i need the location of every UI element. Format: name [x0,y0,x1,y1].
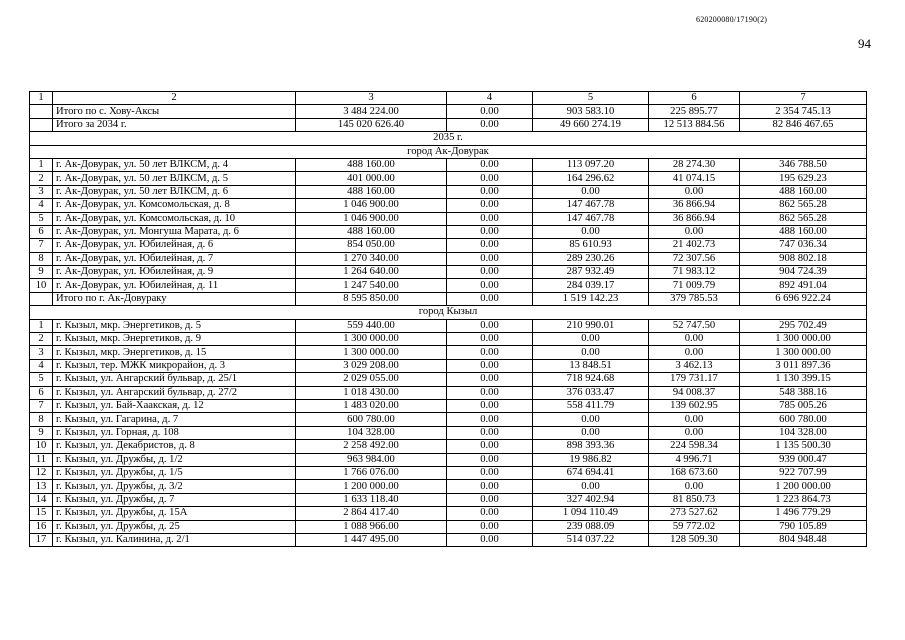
value-cell-c4: 0.00 [447,466,533,479]
value-cell-c4: 0.00 [447,118,533,131]
value-cell-c5: 674 694.41 [533,466,649,479]
address-cell: г. Кызыл, мкр. Энергетиков, д. 9 [53,333,296,346]
table-row [30,453,867,466]
row-number [30,292,53,305]
value-cell-c4: 0.00 [447,413,533,426]
row-number: 10 [30,440,53,453]
table-row [30,266,867,279]
value-cell-c3: 1 046 900.00 [296,212,447,225]
value-cell-c4: 0.00 [447,440,533,453]
city-heading [30,145,867,158]
value-cell-c3: 1 247 540.00 [296,279,447,292]
value-cell-c6: 36 866.94 [649,212,740,225]
value-cell-c7: 3 011 897.36 [740,359,867,372]
column-number-row [30,92,867,105]
address-cell: г. Кызыл, ул. Дружбы, д. 7 [53,493,296,506]
column-header: 3 [296,92,447,105]
value-cell-c6: 28 274.30 [649,158,740,171]
value-cell-c3: 104 328.00 [296,426,447,439]
address-cell: г. Кызыл, мкр. Энергетиков, д. 15 [53,346,296,359]
value-cell-c3: 1 447 495.00 [296,533,447,546]
value-cell-c3: 854 050.00 [296,239,447,252]
value-cell-c3: 145 020 626.40 [296,118,447,131]
address-cell: г. Кызыл, ул. Бай-Хаакская, д. 12 [53,399,296,412]
row-number: 12 [30,466,53,479]
value-cell-c4: 0.00 [447,105,533,118]
value-cell-c6: 139 602.95 [649,399,740,412]
value-cell-c5: 289 230.26 [533,252,649,265]
table-row [30,359,867,372]
row-number: 15 [30,507,53,520]
table-row [30,480,867,493]
value-cell-c4: 0.00 [447,252,533,265]
value-cell-c5: 19 986.82 [533,453,649,466]
value-cell-c6: 81 850.73 [649,493,740,506]
address-cell: г. Кызыл, ул. Дружбы, д. 25 [53,520,296,533]
value-cell-c3: 3 484 224.00 [296,105,447,118]
row-number: 11 [30,453,53,466]
value-cell-c6: 0.00 [649,480,740,493]
row-number: 14 [30,493,53,506]
value-cell-c5: 147 467.78 [533,212,649,225]
value-cell-c5: 284 039.17 [533,279,649,292]
city-heading-cell: город Кызыл [30,306,867,319]
city-heading-cell: город Ак-Довурак [30,145,867,158]
value-cell-c7: 922 707.99 [740,466,867,479]
total-label: Итого по с. Хову-Аксы [53,105,296,118]
value-cell-c3: 1 483 020.00 [296,399,447,412]
value-cell-c6: 0.00 [649,225,740,238]
address-cell: г. Ак-Довурак, ул. 50 лет ВЛКСМ, д. 6 [53,185,296,198]
row-number: 1 [30,158,53,171]
value-cell-c3: 1 046 900.00 [296,199,447,212]
value-cell-c6: 59 772.02 [649,520,740,533]
value-cell-c7: 2 354 745.13 [740,105,867,118]
address-cell: г. Кызыл, ул. Декабристов, д. 8 [53,440,296,453]
value-cell-c5: 0.00 [533,185,649,198]
value-cell-c7: 195 629.23 [740,172,867,185]
value-cell-c7: 6 696 922.24 [740,292,867,305]
value-cell-c5: 718 924.68 [533,373,649,386]
row-number: 2 [30,172,53,185]
value-cell-c5: 13 848.51 [533,359,649,372]
value-cell-c4: 0.00 [447,346,533,359]
value-cell-c6: 0.00 [649,346,740,359]
row-number: 16 [30,520,53,533]
address-cell: г. Ак-Довурак, ул. Юбилейная, д. 11 [53,279,296,292]
value-cell-c5: 1 094 110.49 [533,507,649,520]
value-cell-c6: 0.00 [649,185,740,198]
column-header: 1 [30,92,53,105]
value-cell-c3: 600 780.00 [296,413,447,426]
value-cell-c7: 785 005.26 [740,399,867,412]
value-cell-c6: 71 983.12 [649,266,740,279]
row-number: 9 [30,266,53,279]
value-cell-c5: 113 097.20 [533,158,649,171]
table-row [30,158,867,171]
value-cell-c7: 862 565.28 [740,212,867,225]
value-cell-c3: 401 000.00 [296,172,447,185]
value-cell-c4: 0.00 [447,399,533,412]
address-cell: г. Ак-Довурак, ул. 50 лет ВЛКСМ, д. 4 [53,158,296,171]
value-cell-c7: 1 496 779.29 [740,507,867,520]
document-code: 620200080/17190(2) [696,15,768,24]
value-cell-c7: 1 300 000.00 [740,333,867,346]
value-cell-c4: 0.00 [447,266,533,279]
row-number: 3 [30,185,53,198]
value-cell-c4: 0.00 [447,373,533,386]
value-cell-c7: 939 000.47 [740,453,867,466]
value-cell-c3: 559 440.00 [296,319,447,332]
table-row [30,279,867,292]
value-cell-c4: 0.00 [447,319,533,332]
value-cell-c5: 0.00 [533,225,649,238]
financing-table [29,91,867,547]
table-row [30,319,867,332]
row-number: 8 [30,413,53,426]
value-cell-c3: 1 300 000.00 [296,333,447,346]
value-cell-c3: 1 200 000.00 [296,480,447,493]
address-cell: г. Ак-Довурак, ул. Комсомольская, д. 10 [53,212,296,225]
value-cell-c4: 0.00 [447,480,533,493]
value-cell-c5: 514 037.22 [533,533,649,546]
table-row [30,507,867,520]
value-cell-c7: 804 948.48 [740,533,867,546]
column-header: 5 [533,92,649,105]
table-row [30,373,867,386]
row-number: 5 [30,212,53,225]
value-cell-c7: 600 780.00 [740,413,867,426]
row-number: 7 [30,239,53,252]
value-cell-c5: 898 393.36 [533,440,649,453]
value-cell-c7: 1 130 399.15 [740,373,867,386]
value-cell-c5: 239 088.09 [533,520,649,533]
value-cell-c6: 94 008.37 [649,386,740,399]
value-cell-c7: 346 788.50 [740,158,867,171]
value-cell-c6: 21 402.73 [649,239,740,252]
value-cell-c4: 0.00 [447,292,533,305]
value-cell-c4: 0.00 [447,212,533,225]
value-cell-c7: 488 160.00 [740,225,867,238]
value-cell-c7: 104 328.00 [740,426,867,439]
value-cell-c6: 168 673.60 [649,466,740,479]
value-cell-c6: 36 866.94 [649,199,740,212]
table-row [30,252,867,265]
address-cell: г. Кызыл, мкр. Энергетиков, д. 5 [53,319,296,332]
value-cell-c6: 3 462.13 [649,359,740,372]
table-row [30,199,867,212]
value-cell-c5: 0.00 [533,413,649,426]
row-number: 2 [30,333,53,346]
value-cell-c4: 0.00 [447,333,533,346]
table-row [30,225,867,238]
row-number: 13 [30,480,53,493]
address-cell: г. Ак-Довурак, ул. Комсомольская, д. 8 [53,199,296,212]
value-cell-c5: 164 296.62 [533,172,649,185]
value-cell-c3: 1 300 000.00 [296,346,447,359]
value-cell-c4: 0.00 [447,239,533,252]
value-cell-c6: 225 895.77 [649,105,740,118]
value-cell-c6: 379 785.53 [649,292,740,305]
table-row [30,533,867,546]
value-cell-c7: 892 491.04 [740,279,867,292]
value-cell-c6: 128 509.30 [649,533,740,546]
table-row [30,346,867,359]
table-row [30,239,867,252]
value-cell-c6: 0.00 [649,413,740,426]
value-cell-c5: 147 467.78 [533,199,649,212]
address-cell: г. Кызыл, ул. Калинина, д. 2/1 [53,533,296,546]
row-number: 5 [30,373,53,386]
column-header: 7 [740,92,867,105]
value-cell-c5: 903 583.10 [533,105,649,118]
total-row [30,292,867,305]
value-cell-c3: 8 595 850.00 [296,292,447,305]
value-cell-c4: 0.00 [447,199,533,212]
table-row [30,413,867,426]
table-row [30,212,867,225]
address-cell: г. Кызыл, ул. Ангарский бульвар, д. 25/1 [53,373,296,386]
value-cell-c3: 1 088 966.00 [296,520,447,533]
value-cell-c7: 548 388.16 [740,386,867,399]
value-cell-c7: 862 565.28 [740,199,867,212]
address-cell: г. Кызыл, ул. Дружбы, д. 15А [53,507,296,520]
value-cell-c3: 2 029 055.00 [296,373,447,386]
value-cell-c3: 488 160.00 [296,225,447,238]
total-label: Итого за 2034 г. [53,118,296,131]
value-cell-c3: 488 160.00 [296,158,447,171]
value-cell-c5: 85 610.93 [533,239,649,252]
row-number: 1 [30,319,53,332]
row-number: 6 [30,386,53,399]
address-cell: г. Кызыл, ул. Гагарина, д. 7 [53,413,296,426]
value-cell-c4: 0.00 [447,185,533,198]
value-cell-c4: 0.00 [447,225,533,238]
row-number: 10 [30,279,53,292]
value-cell-c4: 0.00 [447,507,533,520]
row-number [30,118,53,131]
row-number: 8 [30,252,53,265]
value-cell-c7: 790 105.89 [740,520,867,533]
value-cell-c3: 488 160.00 [296,185,447,198]
value-cell-c5: 1 519 142.23 [533,292,649,305]
table-row [30,440,867,453]
table-row [30,185,867,198]
value-cell-c5: 376 033.47 [533,386,649,399]
address-cell: г. Ак-Довурак, ул. Монгуша Марата, д. 6 [53,225,296,238]
value-cell-c6: 41 074.15 [649,172,740,185]
table-row [30,520,867,533]
row-number: 7 [30,399,53,412]
value-cell-c5: 210 990.01 [533,319,649,332]
column-header: 6 [649,92,740,105]
year-heading-cell: 2035 г. [30,132,867,145]
table-row [30,172,867,185]
address-cell: г. Кызыл, ул. Горная, д. 108 [53,426,296,439]
value-cell-c7: 908 802.18 [740,252,867,265]
address-cell: г. Кызыл, ул. Дружбы, д. 1/2 [53,453,296,466]
column-header: 2 [53,92,296,105]
row-number: 4 [30,199,53,212]
value-cell-c6: 12 513 884.56 [649,118,740,131]
value-cell-c5: 0.00 [533,480,649,493]
address-cell: г. Кызыл, ул. Ангарский бульвар, д. 27/2 [53,386,296,399]
value-cell-c7: 295 702.49 [740,319,867,332]
value-cell-c4: 0.00 [447,158,533,171]
value-cell-c3: 3 029 208.00 [296,359,447,372]
value-cell-c6: 0.00 [649,426,740,439]
table-row [30,333,867,346]
value-cell-c4: 0.00 [447,426,533,439]
value-cell-c5: 287 932.49 [533,266,649,279]
value-cell-c4: 0.00 [447,453,533,466]
value-cell-c3: 2 864 417.40 [296,507,447,520]
value-cell-c6: 52 747.50 [649,319,740,332]
value-cell-c6: 4 996.71 [649,453,740,466]
table-row [30,426,867,439]
value-cell-c4: 0.00 [447,493,533,506]
column-header: 4 [447,92,533,105]
value-cell-c6: 179 731.17 [649,373,740,386]
value-cell-c3: 1 633 118.40 [296,493,447,506]
table-row [30,386,867,399]
value-cell-c7: 904 724.39 [740,266,867,279]
value-cell-c5: 0.00 [533,333,649,346]
address-cell: г. Ак-Довурак, ул. Юбилейная, д. 9 [53,266,296,279]
total-row [30,118,867,131]
value-cell-c7: 82 846 467.65 [740,118,867,131]
value-cell-c4: 0.00 [447,279,533,292]
value-cell-c7: 1 300 000.00 [740,346,867,359]
address-cell: г. Ак-Довурак, ул. Юбилейная, д. 7 [53,252,296,265]
value-cell-c4: 0.00 [447,520,533,533]
value-cell-c3: 1 766 076.00 [296,466,447,479]
value-cell-c6: 0.00 [649,333,740,346]
value-cell-c5: 0.00 [533,426,649,439]
value-cell-c7: 1 135 500.30 [740,440,867,453]
value-cell-c7: 747 036.34 [740,239,867,252]
total-label: Итого по г. Ак-Довураку [53,292,296,305]
value-cell-c4: 0.00 [447,386,533,399]
value-cell-c5: 49 660 274.19 [533,118,649,131]
value-cell-c7: 1 200 000.00 [740,480,867,493]
value-cell-c3: 1 018 430.00 [296,386,447,399]
table-row [30,399,867,412]
value-cell-c6: 72 307.56 [649,252,740,265]
address-cell: г. Кызыл, ул. Дружбы, д. 3/2 [53,480,296,493]
address-cell: г. Кызыл, ул. Дружбы, д. 1/5 [53,466,296,479]
table-row [30,493,867,506]
page-number: 94 [858,36,871,51]
value-cell-c4: 0.00 [447,359,533,372]
value-cell-c5: 558 411.79 [533,399,649,412]
value-cell-c7: 488 160.00 [740,185,867,198]
value-cell-c4: 0.00 [447,533,533,546]
value-cell-c3: 1 270 340.00 [296,252,447,265]
city-heading [30,306,867,319]
value-cell-c3: 1 264 640.00 [296,266,447,279]
value-cell-c3: 2 258 492.00 [296,440,447,453]
address-cell: г. Кызыл, тер. МЖК микрорайон, д. 3 [53,359,296,372]
row-number [30,105,53,118]
value-cell-c5: 0.00 [533,346,649,359]
row-number: 17 [30,533,53,546]
value-cell-c7: 1 223 864.73 [740,493,867,506]
row-number: 6 [30,225,53,238]
value-cell-c6: 224 598.34 [649,440,740,453]
value-cell-c3: 963 984.00 [296,453,447,466]
address-cell: г. Ак-Довурак, ул. 50 лет ВЛКСМ, д. 5 [53,172,296,185]
year-heading [30,132,867,145]
value-cell-c6: 273 527.62 [649,507,740,520]
value-cell-c6: 71 009.79 [649,279,740,292]
total-row [30,105,867,118]
value-cell-c5: 327 402.94 [533,493,649,506]
table-row [30,466,867,479]
row-number: 9 [30,426,53,439]
row-number: 4 [30,359,53,372]
value-cell-c4: 0.00 [447,172,533,185]
address-cell: г. Ак-Довурак, ул. Юбилейная, д. 6 [53,239,296,252]
row-number: 3 [30,346,53,359]
